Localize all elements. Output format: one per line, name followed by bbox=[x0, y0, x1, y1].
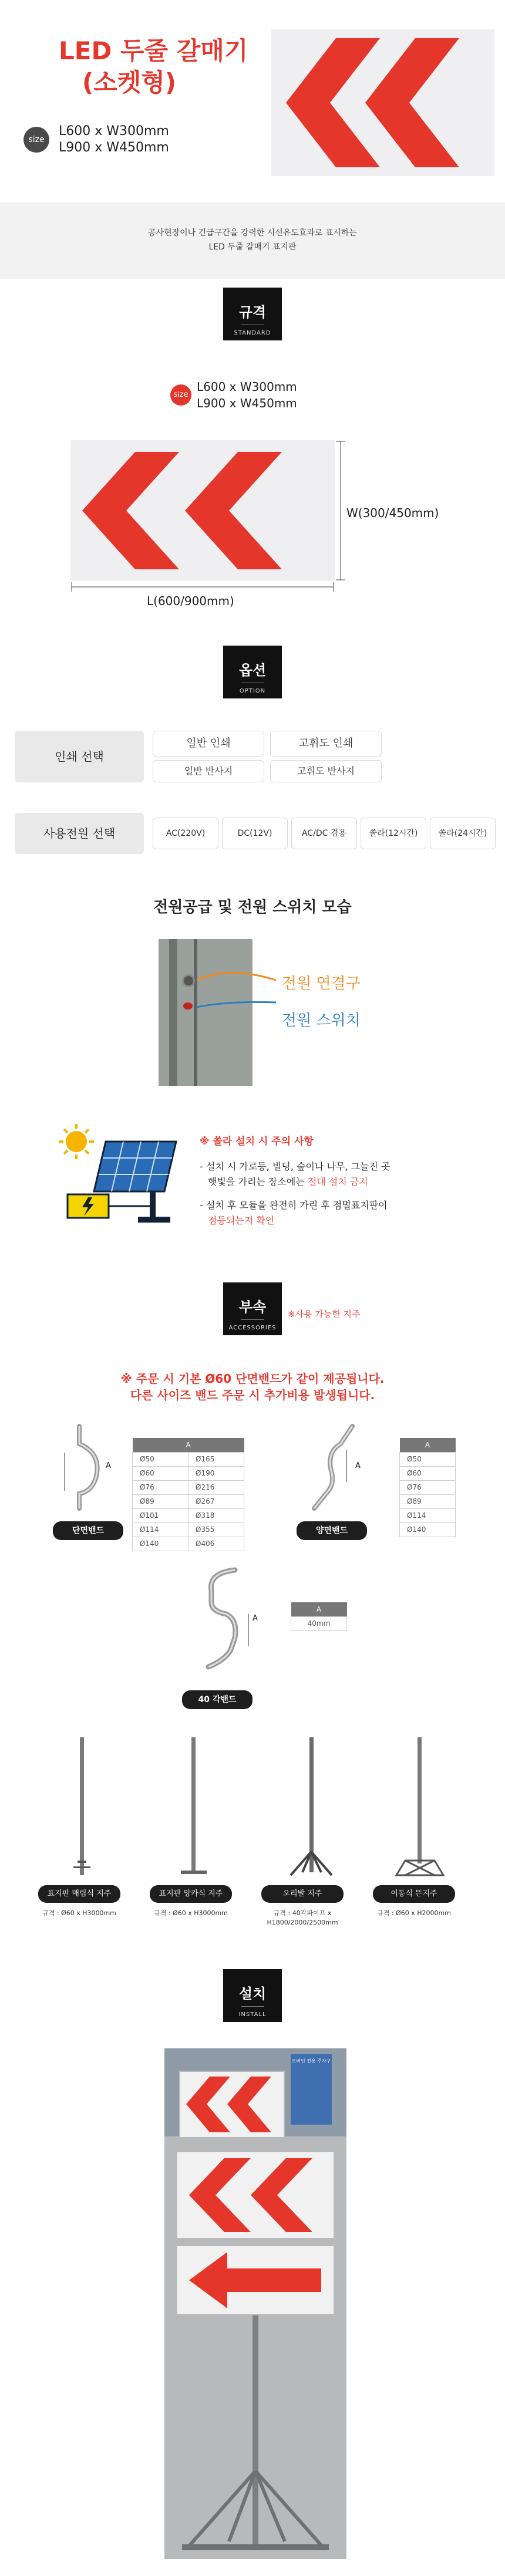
anchor-pole-image bbox=[176, 1734, 211, 1881]
square-band-image bbox=[185, 1561, 255, 1679]
spec-subtitle: STANDARD bbox=[234, 330, 271, 336]
notice-line2: 다른 사이즈 밴드 주문 시 추가비용 발생됩니다. bbox=[130, 1388, 375, 1402]
power-choice-ac[interactable]: AC(220V) bbox=[153, 818, 218, 849]
table-cell: Ø318 bbox=[188, 1508, 244, 1522]
intro-band bbox=[0, 202, 505, 279]
pole-spec-buried: 규격 : Ø60 x H3000mm bbox=[42, 1909, 116, 1917]
pole-spec-duckfoot bbox=[250, 1909, 355, 1927]
table-cell: Ø50 bbox=[133, 1452, 188, 1466]
pole-label-anchor: 표지판 앙카식 지주 bbox=[150, 1885, 232, 1903]
table-cell: Ø165 bbox=[188, 1452, 244, 1466]
left-arrow-icon bbox=[177, 2246, 334, 2314]
divider bbox=[241, 1319, 264, 1320]
install-title: 설치 bbox=[238, 1986, 267, 2002]
power-choice-solar24[interactable]: 쏠라(24시간) bbox=[430, 818, 496, 849]
power-connector-icon bbox=[182, 974, 195, 987]
table-cell: Ø76 bbox=[400, 1480, 456, 1494]
install-section-header bbox=[223, 1969, 282, 2022]
accessories-title: 부속 bbox=[238, 1299, 267, 1315]
single-band-dim-label: A bbox=[106, 1461, 111, 1470]
double-band-label: 양면밴드 bbox=[297, 1521, 367, 1540]
intro-line1: 공사현장이나 긴급구간을 강력한 시선유도효과로 표시하는 bbox=[148, 228, 357, 238]
solar-bullet2-line2: 점등되는지 확인 bbox=[208, 1215, 275, 1226]
solar-warning-title: ※ 쏠라 설치 시 주의 사항 bbox=[200, 1136, 314, 1147]
solar-bullet1-line2 bbox=[200, 1174, 482, 1190]
hero-dim2: L900 x W450mm bbox=[59, 140, 169, 155]
pole-edge bbox=[169, 939, 177, 1086]
pole-label-duckfoot: 오리발 지주 bbox=[261, 1885, 344, 1903]
spec-title: 규격 bbox=[238, 304, 267, 320]
solar-panel-icon bbox=[56, 1124, 188, 1230]
install-sign-top bbox=[179, 2071, 285, 2138]
hero-title-line2: (소켓형) bbox=[82, 68, 177, 97]
double-band-dim-label: A bbox=[355, 1461, 361, 1470]
table-cell: Ø76 bbox=[133, 1480, 188, 1494]
solar-bullet1-line1: - 설치 시 가로등, 빌딩, 숲이나 나무, 그늘진 곳 bbox=[200, 1161, 390, 1172]
hero-dims bbox=[59, 123, 169, 156]
double-band-header: A bbox=[400, 1438, 456, 1452]
square-band-label: 40 각밴드 bbox=[182, 1690, 253, 1709]
pole-label-mobile: 이동식 뜬지주 bbox=[373, 1885, 455, 1903]
table-cell: Ø140 bbox=[133, 1537, 188, 1551]
pole-spec-mobile: 규격 : Ø60 x H2000mm bbox=[377, 1909, 451, 1917]
table-cell: Ø60 bbox=[133, 1466, 188, 1480]
chevron-arrows-icon bbox=[177, 2152, 334, 2238]
table-cell: Ø60 bbox=[400, 1466, 456, 1480]
print-choice-normal[interactable]: 일반 인쇄 bbox=[153, 731, 264, 757]
table-cell: Ø101 bbox=[133, 1508, 188, 1522]
blue-road-sign: 오버인 전용 주자구 bbox=[291, 2054, 332, 2125]
table-cell: Ø89 bbox=[400, 1494, 456, 1508]
spec-dim1: L600 x W300mm bbox=[197, 380, 297, 394]
power-choice-acdc[interactable]: AC/DC 겸용 bbox=[291, 818, 357, 849]
accessories-section-header bbox=[223, 1282, 282, 1335]
pole-spec-line1: 규격 : 40각파이프 x bbox=[273, 1909, 332, 1917]
table-cell: Ø114 bbox=[400, 1508, 456, 1522]
connector-label: 전원 연결구 bbox=[282, 975, 361, 992]
accessories-notice bbox=[0, 1370, 505, 1403]
pole-spec-anchor: 규격 : Ø60 x H3000mm bbox=[154, 1909, 228, 1917]
solar-bullet1-text: 햇빛을 가리는 장소에는 bbox=[208, 1176, 308, 1187]
chevron-arrows-icon bbox=[271, 29, 494, 176]
mobile-pole-image bbox=[388, 1734, 452, 1881]
notice-line1: ※ 주문 시 기본 Ø60 단면밴드가 같이 제공됩니다. bbox=[120, 1372, 385, 1386]
single-band-header: A bbox=[133, 1438, 244, 1452]
option-title: 옵션 bbox=[238, 662, 267, 678]
install-sign-middle bbox=[176, 2151, 335, 2239]
option-section-header bbox=[223, 646, 282, 698]
solar-bullet2-line1: - 설치 후 모듈을 완전히 가린 후 점멸표지판이 bbox=[200, 1200, 388, 1211]
solar-bullets bbox=[200, 1159, 482, 1228]
double-band-table bbox=[399, 1438, 456, 1537]
square-band-table bbox=[291, 1602, 347, 1631]
divider bbox=[241, 2006, 264, 2007]
power-title: 전원공급 및 전원 스위치 모습 bbox=[153, 899, 352, 916]
table-cell: 40mm bbox=[291, 1616, 347, 1630]
duckfoot-pole-image bbox=[285, 1734, 338, 1881]
spec-sign-image bbox=[70, 440, 335, 581]
intro-line2: LED 두줄 갈매기 표지판 bbox=[208, 242, 297, 252]
pointer-arrows bbox=[194, 968, 288, 1015]
length-dimension-line bbox=[70, 581, 335, 593]
spec-dim2: L900 x W450mm bbox=[197, 396, 297, 410]
power-switch-icon bbox=[183, 1002, 193, 1010]
height-dimension-line bbox=[335, 440, 346, 581]
chevron-arrows-icon bbox=[180, 2072, 284, 2137]
hero-dim1: L600 x W300mm bbox=[59, 124, 169, 139]
power-select-label: 사용전원 선택 bbox=[15, 813, 144, 854]
table-cell: Ø216 bbox=[188, 1480, 244, 1494]
table-cell: Ø89 bbox=[133, 1494, 188, 1508]
single-band-image bbox=[56, 1420, 109, 1514]
size-badge: size bbox=[23, 127, 49, 153]
square-band-header: A bbox=[291, 1602, 347, 1616]
pole-spec-line2: H1800/2000/2500mm bbox=[267, 1919, 338, 1926]
double-band-image bbox=[299, 1420, 364, 1514]
accessories-subtitle: ACCESSORIES bbox=[228, 1325, 277, 1331]
chevron-arrows-icon bbox=[70, 440, 335, 581]
table-cell: Ø355 bbox=[188, 1522, 244, 1537]
table-cell: Ø406 bbox=[188, 1537, 244, 1551]
square-band-dim-label: A bbox=[253, 1614, 258, 1623]
hero-title bbox=[59, 35, 248, 99]
table-cell: Ø267 bbox=[188, 1494, 244, 1508]
table-cell: Ø114 bbox=[133, 1522, 188, 1537]
power-choice-solar12[interactable]: 쏠라(12시간) bbox=[361, 818, 426, 849]
table-cell: Ø190 bbox=[188, 1466, 244, 1480]
hero-chevron-sign bbox=[271, 29, 494, 176]
print-sub-normal[interactable]: 일반 반사지 bbox=[153, 760, 264, 782]
print-select-label: 인쇄 선택 bbox=[15, 731, 144, 782]
spec-size-badge: size bbox=[170, 384, 191, 406]
option-subtitle: OPTION bbox=[239, 688, 266, 694]
solar-bullet1-warning: 절대 설치 금지 bbox=[307, 1176, 368, 1187]
table-cell: Ø50 bbox=[400, 1452, 456, 1466]
install-sign-bottom bbox=[176, 2245, 335, 2315]
spec-dims bbox=[197, 379, 297, 411]
buried-pole-image bbox=[65, 1734, 100, 1881]
width-label: W(300/450mm) bbox=[346, 506, 439, 520]
install-stand-base bbox=[176, 2471, 335, 2553]
install-photo bbox=[164, 2048, 346, 2559]
single-band-table bbox=[132, 1438, 244, 1551]
single-band-label: 단면밴드 bbox=[53, 1521, 123, 1540]
install-subtitle: INSTALL bbox=[238, 2011, 267, 2018]
print-choice-high[interactable]: 고휘도 인쇄 bbox=[270, 731, 382, 757]
table-cell: Ø140 bbox=[400, 1522, 456, 1537]
switch-label: 전원 스위치 bbox=[282, 1012, 361, 1029]
hero-title-line1: LED 두줄 갈매기 bbox=[59, 36, 248, 65]
spec-section-header bbox=[223, 288, 282, 340]
power-choice-dc[interactable]: DC(12V) bbox=[222, 818, 288, 849]
print-sub-high[interactable]: 고휘도 반사지 bbox=[270, 760, 382, 782]
accessories-note: ※사용 가능한 지주 bbox=[288, 1309, 361, 1319]
length-label: L(600/900mm) bbox=[147, 594, 234, 608]
pole-label-buried: 표지판 매립식 지주 bbox=[38, 1885, 120, 1903]
